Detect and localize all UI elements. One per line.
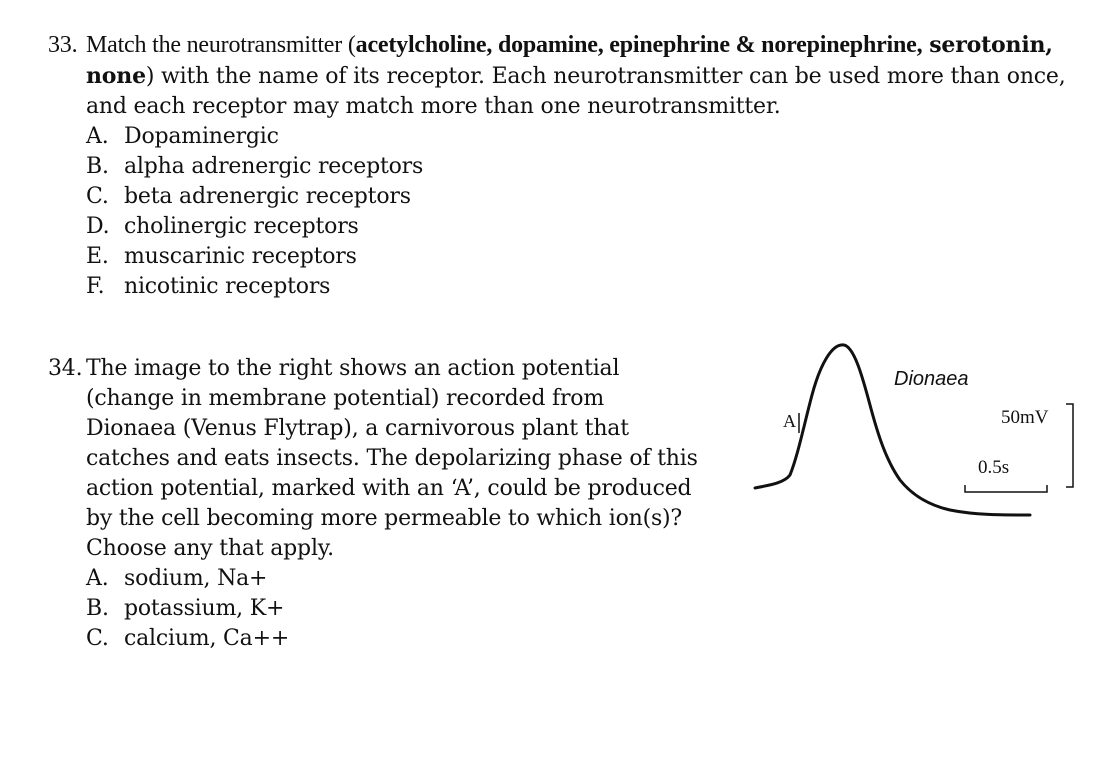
option-text: sodium, Na+ [124, 566, 268, 591]
option-letter: E. [86, 244, 109, 269]
option-item [86, 242, 1088, 272]
question-33-stem-rest: ) with the name of its receptor. Each neurotransmitter can be used more than once, and each receptor may match more than one neurotransmitter. [86, 64, 1066, 119]
question-33 [48, 30, 1088, 302]
action-potential-figure [740, 335, 1100, 535]
option-letter: C. [86, 184, 109, 209]
question-33-neurotransmitters-1: acetylcholine, dopamine, epinephrine & norepinephrine, [355, 32, 923, 58]
question-33-stem [48, 30, 1088, 122]
question-33-intro: Match the neurotransmitter ( [86, 32, 356, 58]
option-text: nicotinic receptors [124, 274, 331, 299]
option-item [86, 594, 698, 624]
question-33-neurotransmitters-2: serotonin, none [86, 32, 1053, 89]
option-text: Dopaminergic [124, 124, 279, 149]
option-letter: B. [86, 154, 109, 179]
phase-a-label: A [783, 411, 796, 431]
option-letter: F. [86, 274, 105, 299]
question-34-options [48, 564, 698, 654]
question-34 [48, 354, 698, 654]
action-potential-trace [755, 345, 1030, 515]
option-item [86, 152, 1088, 182]
time-scale-bar [965, 485, 1047, 492]
option-letter: A. [86, 566, 109, 591]
option-text: calcium, Ca++ [124, 626, 290, 651]
question-34-number: 34. [48, 356, 83, 381]
time-scale-label: 0.5s [978, 457, 1010, 478]
voltage-scale-bar [1066, 404, 1073, 487]
question-34-text: The image to the right shows an action potential (change in membrane potential) recorded from Dionaea (Venus Flytrap), a carnivorous plant that catches and eats insects. The depolarizing phase of this action potential, marked with an ‘A’, could be produced by the cell becoming more permeable to which ion(s)? Choose any that apply. [86, 356, 698, 561]
option-text: potassium, K+ [124, 596, 285, 621]
question-33-number: 33. [48, 32, 78, 58]
option-letter: B. [86, 596, 109, 621]
option-item [86, 624, 698, 654]
question-33-options [48, 122, 1088, 302]
option-text: beta adrenergic receptors [124, 184, 411, 209]
action-potential-svg [740, 335, 1100, 535]
option-letter: D. [86, 214, 110, 239]
option-item [86, 212, 1088, 242]
option-text: cholinergic receptors [124, 214, 359, 239]
question-34-stem [48, 354, 698, 564]
option-item [86, 272, 1088, 302]
option-letter: A. [86, 124, 109, 149]
option-text: alpha adrenergic receptors [124, 154, 424, 179]
option-text: muscarinic receptors [124, 244, 357, 269]
option-item [86, 564, 698, 594]
option-item [86, 122, 1088, 152]
option-item [86, 182, 1088, 212]
voltage-scale-label: 50mV [1001, 407, 1049, 428]
figure-title: Dionaea [894, 368, 969, 390]
option-letter: C. [86, 626, 109, 651]
